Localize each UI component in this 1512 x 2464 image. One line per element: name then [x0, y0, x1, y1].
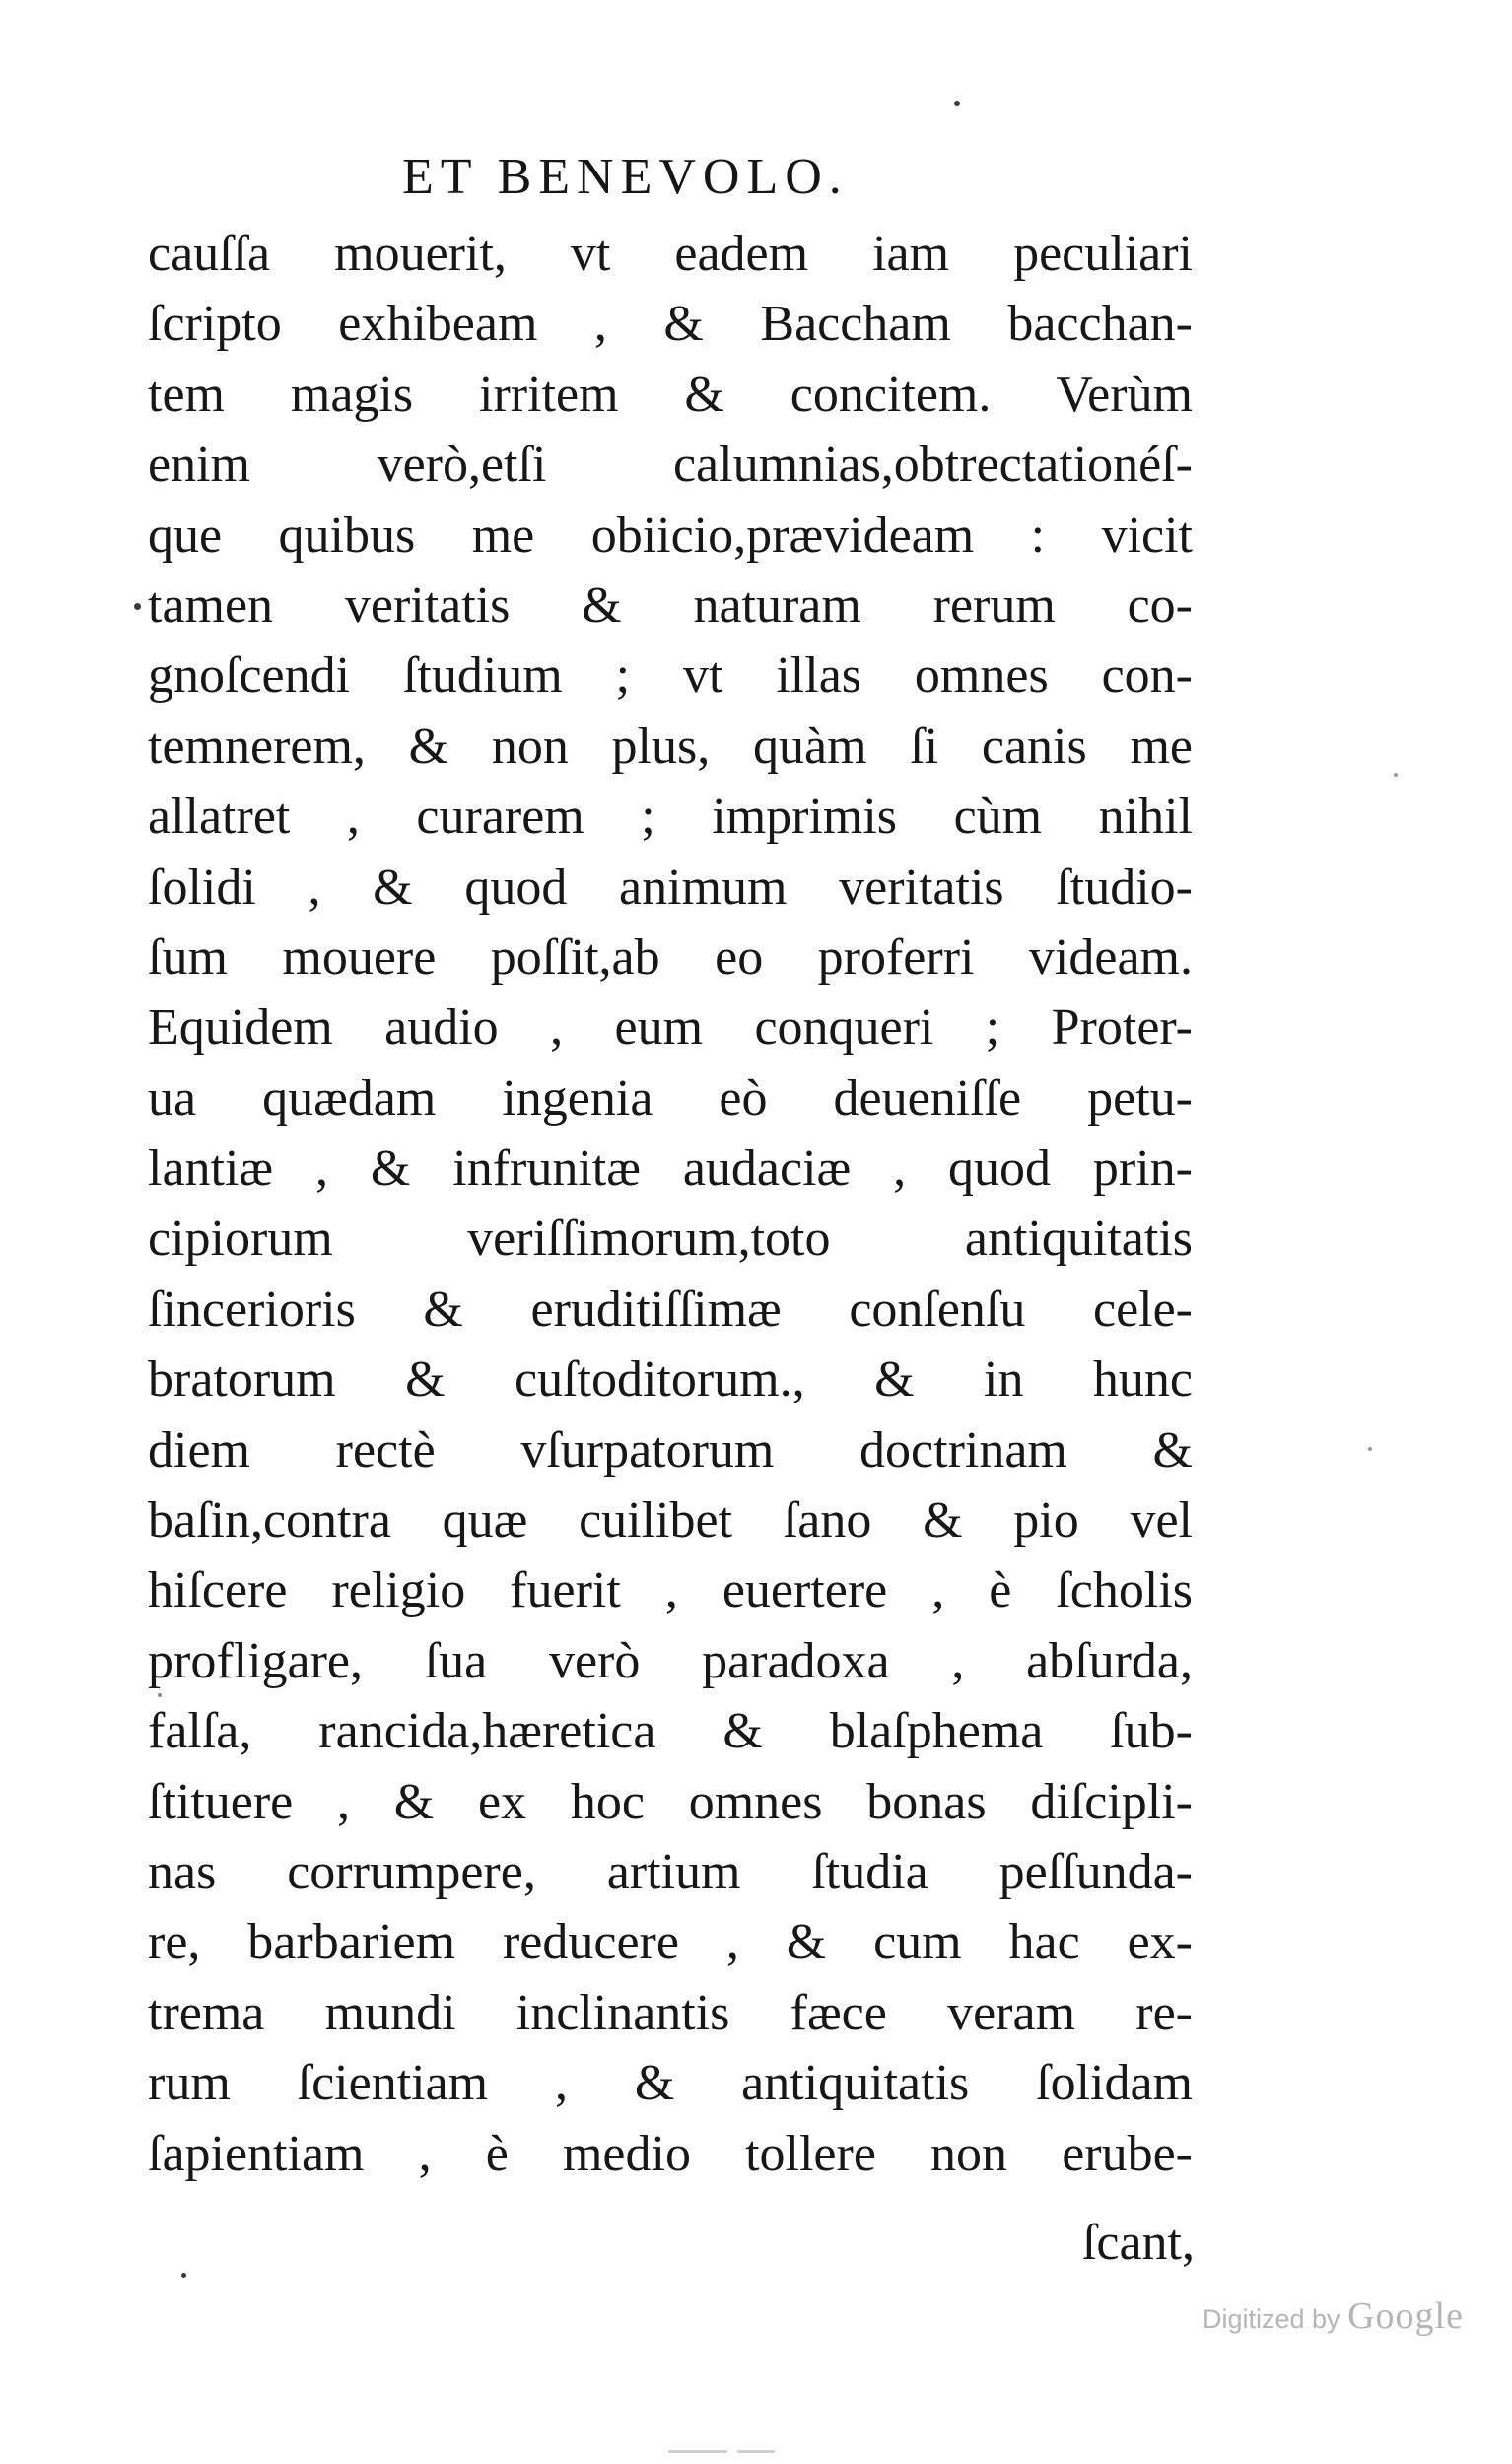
text-line: ſcripto exhibeam , & Baccham bacchan-	[148, 296, 1193, 353]
text-line: ſincerioris & eruditiſſimæ conſenſu cele-	[148, 1280, 1193, 1337]
text-line: re, barbariem reducere , & cum hac ex-	[148, 1914, 1193, 1971]
ink-speck	[181, 2273, 186, 2278]
text-line: ua quædam ingenia eò deueniſſe petu-	[148, 1069, 1193, 1127]
text-line: rum ſcientiam , & antiquitatis ſolidam	[148, 2055, 1193, 2112]
text-line: baſin,contra quæ cuilibet ſano & pio vel	[148, 1492, 1193, 1549]
watermark-prefix: Digitized by	[1203, 2304, 1340, 2334]
text-line: cauſſa mouerit, vt eadem iam peculiari	[148, 226, 1193, 282]
text-line: hiſcere religio fuerit , euertere , è ſcholis	[148, 1562, 1193, 1619]
text-line: ſum mouere poſſit,ab eo proferri videam.	[148, 928, 1193, 986]
text-line: ſapientiam , è medio tollere non erube-	[148, 2125, 1193, 2182]
text-line: temnerem, & non plus, quàm ſi canis me	[148, 718, 1193, 775]
ink-speck	[1394, 773, 1398, 777]
ink-speck	[158, 1693, 162, 1697]
text-line: gnoſcendi ſtudium ; vt illas omnes con-	[148, 648, 1193, 705]
scan-edge-mark	[668, 2450, 727, 2453]
ink-speck	[134, 603, 141, 610]
digitized-by-watermark	[1203, 2296, 1498, 2339]
text-line: nas corrumpere, artium ſtudia peſſunda-	[148, 1843, 1193, 1900]
text-line: tamen veritatis & naturam rerum co-	[148, 577, 1193, 634]
ink-speck	[1368, 1447, 1372, 1451]
catchword: ſcant,	[1081, 2215, 1195, 2271]
google-logo: Google	[1347, 2295, 1464, 2337]
text-line: diem rectè vſurpatorum doctrinam &	[148, 1421, 1193, 1478]
text-line: tem magis irritem & concitem. Verùm	[148, 366, 1193, 423]
text-line: trema mundi inclinantis fæce veram re-	[148, 1984, 1193, 2041]
running-head: ET BENEVOLO.	[402, 149, 849, 205]
text-line: ſtituere , & ex hoc omnes bonas diſcipli-	[148, 1773, 1193, 1830]
body-text	[148, 219, 1193, 2189]
text-line: falſa, rancida,hæretica & blaſphema ſub-	[148, 1703, 1193, 1760]
text-line: lantiæ , & infrunitæ audaciæ , quod prin-	[148, 1140, 1193, 1198]
text-line: cipiorum veriſſimorum,toto antiquitatis	[148, 1210, 1193, 1267]
text-line: que quibus me obiicio,prævideam : vicit	[148, 507, 1193, 564]
text-line: Equidem audio , eum conqueri ; Proter-	[148, 999, 1193, 1057]
text-line: allatret , curarem ; imprimis cùm nihil	[148, 788, 1193, 846]
text-line: ſolidi , & quod animum veritatis ſtudio-	[148, 858, 1193, 916]
ink-speck	[954, 101, 960, 106]
text-line: enim verò,etſi calumnias,obtrectationéſ-	[148, 437, 1193, 494]
text-line: bratorum & cuſtoditorum., & in hunc	[148, 1351, 1193, 1408]
scan-edge-mark	[737, 2450, 775, 2453]
text-line: profligare, ſua verò paradoxa , abſurda,	[148, 1632, 1193, 1689]
